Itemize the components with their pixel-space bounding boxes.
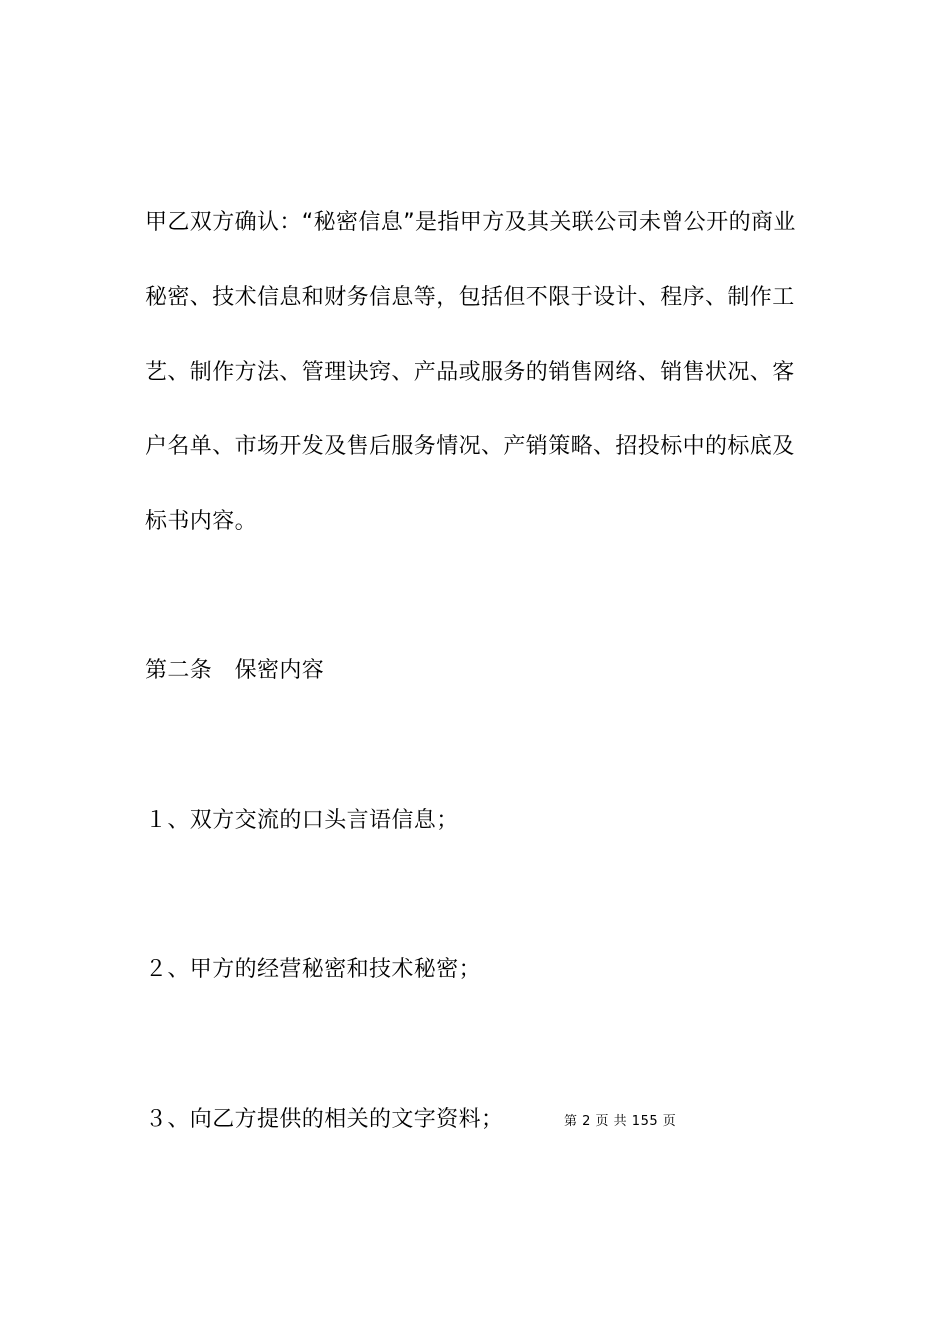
paragraph-line: 标书内容。	[145, 509, 258, 534]
list-item: ３、向乙方提供的相关的文字资料；	[145, 1107, 504, 1132]
list-item: １、双方交流的口头言语信息；	[145, 808, 459, 833]
section-heading: 第二条 保密内容	[145, 658, 325, 683]
paragraph-line: 户名单、市场开发及售后服务情况、产销策略、招投标中的标底及	[145, 434, 795, 459]
paragraph-line: 甲乙双方确认：“秘密信息”是指甲方及其关联公司未曾公开的商业	[145, 210, 796, 235]
paragraph-line: 秘密、技术信息和财务信息等，包括但不限于设计、程序、制作工	[145, 285, 795, 310]
paragraph-line: 艺、制作方法、管理诀窍、产品或服务的销售网络、销售状况、客	[145, 360, 795, 385]
page-number-footer: 第 2 页 共 155 页	[564, 1114, 677, 1129]
list-item: ２、甲方的经营秘密和技术秘密；	[145, 957, 482, 982]
